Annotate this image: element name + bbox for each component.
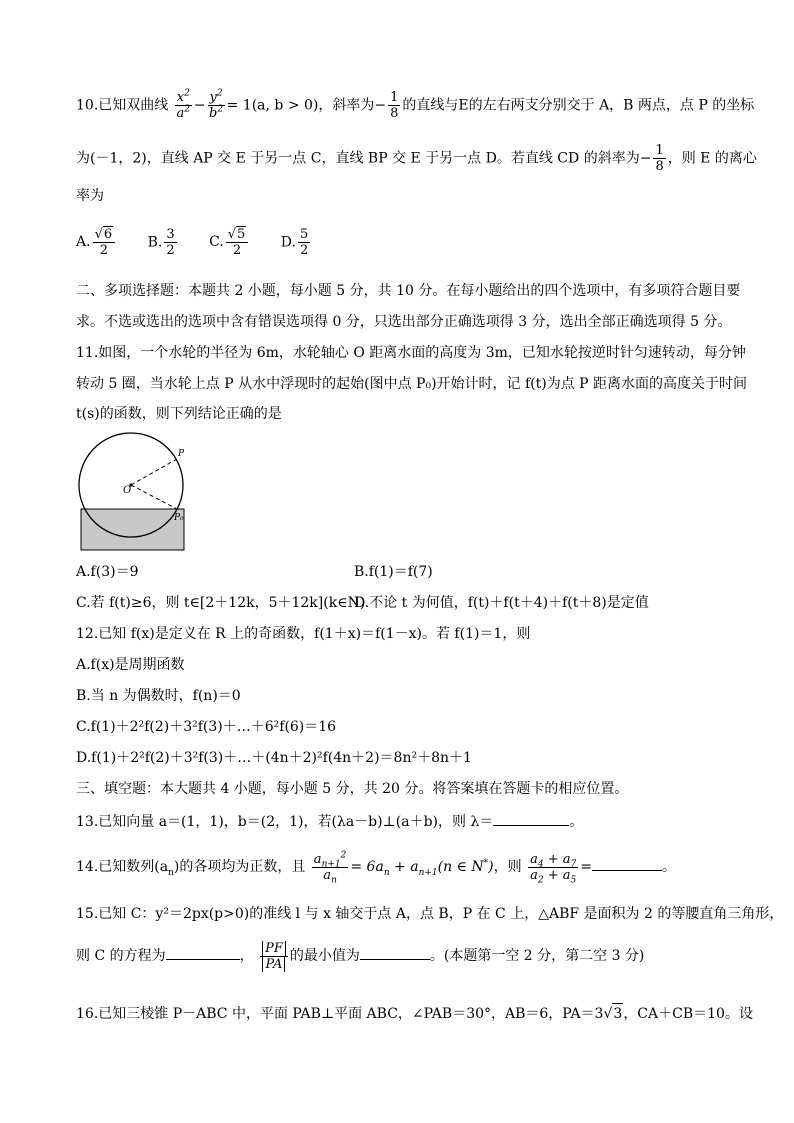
q11-option-a: A.f(3)＝9 <box>76 564 139 580</box>
q10-option-c: C. $\frac{√5}{2}$ <box>209 226 250 258</box>
q12-option-b: B.当 n 为偶数时，f(n)＝0 <box>76 688 241 704</box>
q10-line3: 率为 <box>76 188 104 204</box>
q15-ratio: $\frac{PF}{PA}$ <box>260 941 288 972</box>
q14-answer-blank[interactable] <box>592 856 662 871</box>
q13-answer-blank[interactable] <box>493 811 569 826</box>
q15-line2: 则 C 的方程为 ， $\frac{PF}{PA}$ 的最小值为 。(本题第一空 2 分，第二空 3 分) <box>76 940 645 972</box>
q10-line1: 10.已知双曲线 $\frac{x^2}{a^2}$ − $\frac{y^2}{b^2}$ = 1(a, b > 0)，斜率为− $\frac{1}{8}$ 的直线与E的左右两支分别交于 A，B 两点，点 P 的坐标 <box>76 88 755 121</box>
label-p: P <box>178 449 185 459</box>
q12-line1: 12.已知 f(x)是定义在 R 上的奇函数，f(1＋x)＝f(1－x)。若 f(1)＝1，则 <box>76 626 531 642</box>
label-p0: P₀ <box>174 513 184 523</box>
q10-option-d: D. $\frac{5}{2}$ <box>280 226 309 258</box>
q10-option-a: A. $\frac{√6}{2}$ <box>76 226 117 258</box>
q10-line2: 为(－1，2)，直线 AP 交 E 于另一点 C，直线 BP 交 E 于另一点 D。若直线 CD 的斜率为− $\frac{1}{8}$ ，则 E 的离心 <box>76 143 757 174</box>
slope-fraction: $\frac{1}{8}$ <box>390 90 399 121</box>
q11-option-d: D.不论 t 为何值，f(t)＋f(t＋4)＋f(t＋8)是定值 <box>354 595 649 611</box>
q11-option-c: C.若 f(t)≥6，则 t∈[2＋12k，5＋12k](k∈N) <box>76 595 366 611</box>
q14-target: $\frac{a_4 + a_7}{a_2 + a_5}$ <box>530 851 577 886</box>
hyperbola-y-term: $\frac{y^2}{b^2}$ <box>209 88 224 121</box>
q14-ratio: $\frac{a_{n+1}^2}{a_n}$ <box>313 850 347 886</box>
section2-line1: 二、多项选择题：本题共 2 小题，每小题 5 分，共 10 分。在每小题给出的四个选项中，有多项符合题目要 <box>76 283 741 299</box>
label-o: O <box>123 485 132 496</box>
q14-line: 14.已知数列$(a_n)$的各项均为正数，且 $\frac{a_{n+1}^2}{a_n}$ = $6a_n + a_{n+1}(n$ ∈ N*)，则 $\frac{a_4 + a_7}{a_2 + a_5}$ = 。 <box>76 850 676 886</box>
q11-line2: 转动 5 圈，当水轮上点 P 从水中浮现时的起始(图中点 P₀)开始计时，记 f(t)为点 P 距离水面的高度关于时间 <box>76 376 748 392</box>
q11-option-b: B.f(1)＝f(7) <box>354 564 433 580</box>
q15-answer-blank-2[interactable] <box>360 945 430 960</box>
q12-option-a: A.f(x)是周期函数 <box>76 657 185 673</box>
section2-line2: 求。不选或选出的选项中含有错误选项得 0 分，只选出部分正确选项得 3 分，选出全部正确选项得 5 分。 <box>76 314 732 330</box>
q12-option-c: C.f(1)＋2²f(2)＋3²f(3)＋…＋6²f(6)＝16 <box>76 719 337 735</box>
q15-line1: 15.已知 C：y²＝2px(p>0)的准线 l 与 x 轴交于点 A，点 B，P 在 C 上，△ABF 是面积为 2 的等腰直角三角形， <box>76 906 784 922</box>
q11-line1: 11.如图，一个水轮的半径为 6m，水轮轴心 O 距离水面的高度为 3m，已知水轮按逆时针匀速转动，每分钟 <box>76 345 746 361</box>
radius-op <box>131 459 177 485</box>
q10-option-b: B. $\frac{3}{2}$ <box>147 226 175 258</box>
radius-op0 <box>131 485 177 509</box>
hyperbola-x-term: $\frac{x^2}{a^2}$ <box>176 88 190 121</box>
water-rect <box>81 509 184 550</box>
q13-line: 13.已知向量 a＝(1，1)，b＝(2，1)，若(λa－b)⊥(a＋b)，则 λ＝ 。 <box>76 811 583 832</box>
q16-line1: 16.已知三棱锥 P－ABC 中，平面 PAB⊥平面 ABC，∠PAB＝30°，AB＝6，PA＝3√3，CA＋CB＝10。设 <box>76 1003 753 1024</box>
q12-option-d: D.f(1)＋2²f(2)＋3²f(3)＋…＋(4n＋2)²f(4n＋2)＝8n²＋8n＋1 <box>76 750 472 766</box>
q10-options <box>76 226 338 258</box>
section3-line1: 三、填空题：本大题共 4 小题，每小题 5 分，共 20 分。将答案填在答题卡的相应位置。 <box>76 781 629 797</box>
q11-line3: t(s)的函数，则下列结论正确的是 <box>76 406 282 422</box>
water-wheel-figure <box>76 430 188 556</box>
q15-answer-blank-1[interactable] <box>166 945 240 960</box>
cd-slope-fraction: $\frac{1}{8}$ <box>655 143 664 174</box>
